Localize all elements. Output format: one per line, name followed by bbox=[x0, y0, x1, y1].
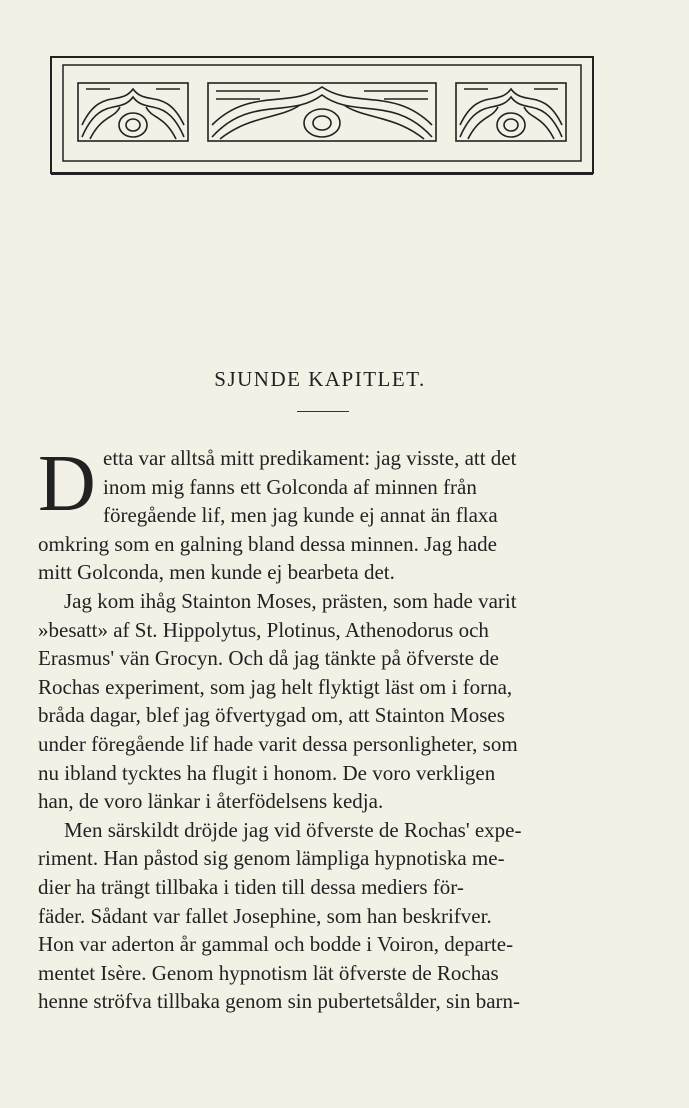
text-line: under föregående lif hade varit dessa personligheter, som bbox=[38, 731, 518, 756]
body-text bbox=[38, 440, 608, 1016]
text-line: »besatt» af St. Hippolytus, Plotinus, Athenodorus och bbox=[38, 617, 489, 642]
text-line: riment. Han påstod sig genom lämpliga hypnotiska me- bbox=[38, 846, 505, 871]
chapter-heading: SJUNDE KAPITLET. bbox=[214, 367, 426, 391]
text-line: Jag kom ihåg Stainton Moses, prästen, som hade varit bbox=[64, 588, 517, 613]
text-line: föregående lif, men jag kunde ej annat än flaxa bbox=[103, 503, 498, 528]
header-ornament bbox=[50, 55, 594, 175]
text-line: henne ströfva tillbaka genom sin pubertetsålder, sin barn- bbox=[38, 989, 521, 1014]
text-line: nu ibland tycktes ha flugit i honom. De voro verkligen bbox=[38, 760, 496, 785]
text-line: han, de voro länkar i återfödelsens kedja. bbox=[38, 789, 384, 814]
text-line: etta var alltså mitt predikament: jag visste, att det bbox=[103, 446, 517, 470]
text-line: Hon var aderton år gammal och bodde i Voiron, departe- bbox=[38, 932, 514, 957]
heading-rule bbox=[297, 411, 349, 412]
text-line: fäder. Sådant var fallet Josephine, som han beskrifver. bbox=[38, 903, 492, 928]
text-line: Rochas experiment, som jag helt flyktigt läst om i forna, bbox=[38, 674, 513, 699]
drop-cap: D bbox=[38, 440, 96, 528]
text-line: omkring som en galning bland dessa minnen. Jag hade bbox=[38, 531, 497, 556]
drop-cap-paragraph-start bbox=[38, 440, 608, 530]
text-line: Men särskildt dröjde jag vid öfverste de Rochas' expe- bbox=[64, 817, 522, 842]
text-line: bråda dagar, blef jag öfvertygad om, att Stainton Moses bbox=[38, 703, 505, 728]
text-line: Erasmus' vän Grocyn. Och då jag tänkte på öfverste de bbox=[38, 646, 499, 671]
text-line: dier ha trängt tillbaka i tiden till dessa mediers för- bbox=[38, 874, 464, 899]
text-line: mentet Isère. Genom hypnotism lät öfverste de Rochas bbox=[38, 960, 499, 985]
text-line: mitt Golconda, men kunde ej bearbeta det. bbox=[38, 560, 395, 585]
text-line: inom mig fanns ett Golconda af minnen från bbox=[103, 474, 477, 499]
